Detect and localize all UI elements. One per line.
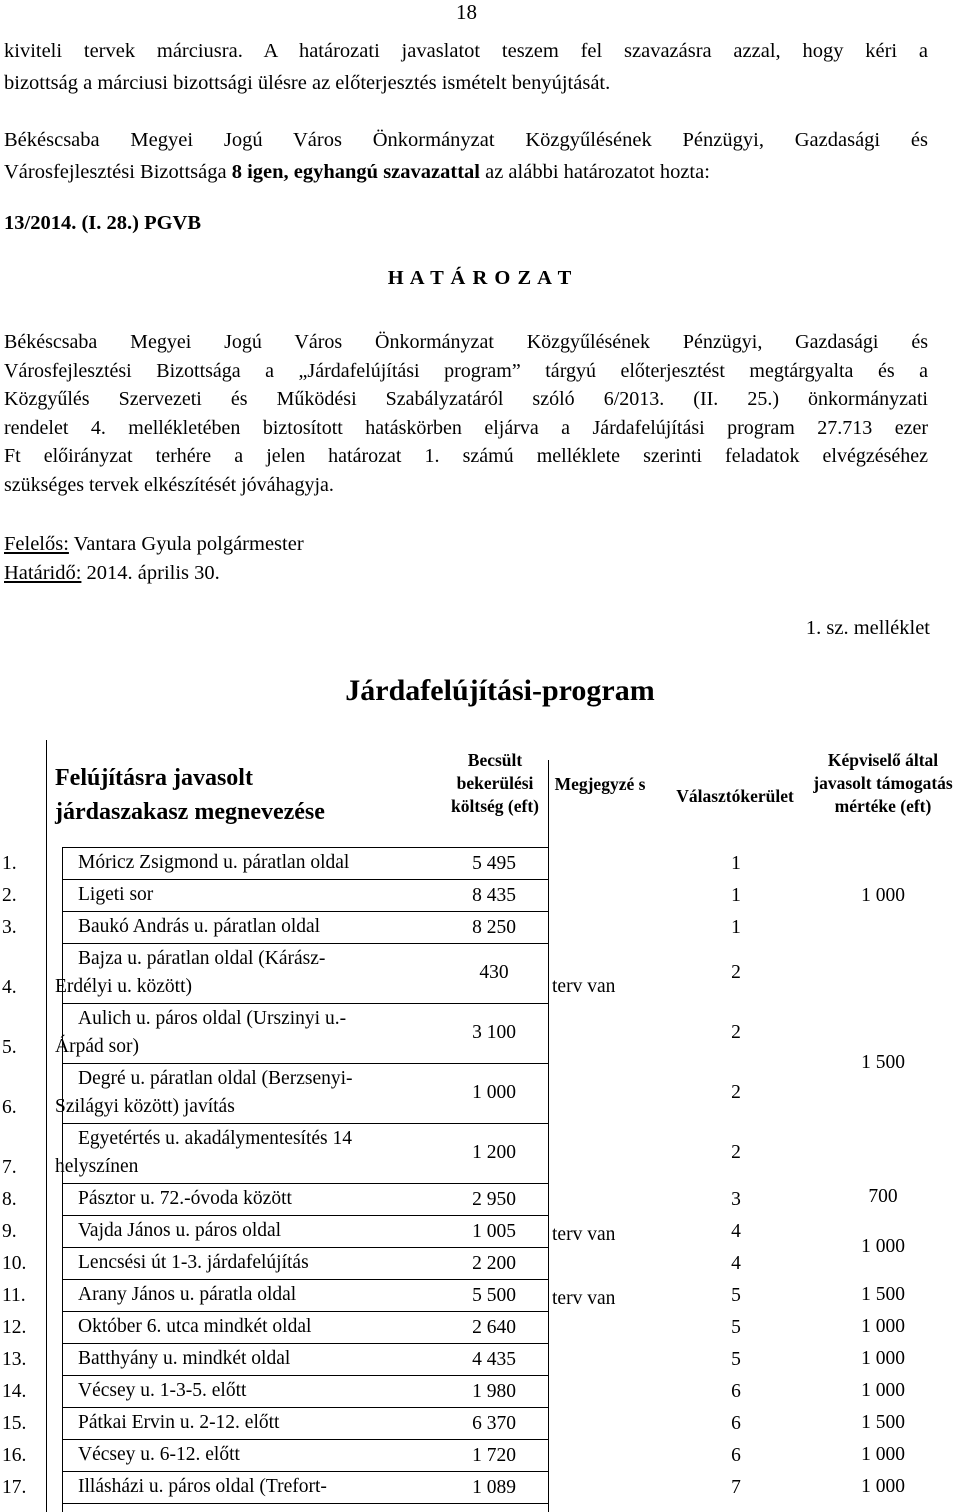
row-support: 1 000 — [861, 885, 905, 906]
resolution-body — [4, 328, 928, 499]
row-divider — [62, 1375, 548, 1376]
col-divider — [548, 760, 549, 1512]
row-number: 4. — [2, 977, 17, 998]
row-name: Baukó András u. páratlan oldal — [78, 916, 321, 937]
row-number: 3. — [2, 917, 17, 938]
row-name: Vajda János u. páros oldal — [78, 1220, 282, 1241]
row-cost: 5 495 — [472, 853, 516, 874]
row-cost: 8 435 — [472, 885, 516, 906]
row-cost: 5 500 — [472, 1285, 516, 1306]
row-district: 6 — [731, 1381, 741, 1402]
row-district: 7 — [731, 1477, 741, 1498]
vote-result: 8 igen, egyhangú szavazattal — [231, 161, 480, 183]
intro-line-2: bizottság a márciusi bizottsági ülésre az előterjesztés ismételt benyújtását. — [4, 72, 611, 94]
row-divider — [62, 1279, 548, 1280]
row-district: 2 — [731, 1142, 741, 1163]
row-support: 1 000 — [861, 1348, 905, 1369]
row-cost: 3 100 — [472, 1022, 516, 1043]
row-divider — [62, 1247, 548, 1248]
body-line: Ft előirányzat terhére a jelen határozat 1. számú melléklete szerinti feladatok elvégzéséhez — [4, 445, 928, 467]
row-support: 1 000 — [861, 1316, 905, 1337]
row-name: Pátkai Ervin u. 2-12. előtt — [78, 1412, 280, 1433]
row-name: Bajza u. páratlan oldal (Kárász- — [78, 948, 326, 969]
row-district: 5 — [731, 1349, 741, 1370]
row-cost: 430 — [479, 962, 509, 983]
row-divider — [62, 1311, 548, 1312]
header-cost: Becsült bekerülési költség (eft) — [451, 750, 539, 816]
row-district: 4 — [731, 1221, 741, 1242]
row-divider — [62, 943, 548, 944]
row-cost: 1 720 — [472, 1445, 516, 1466]
row-name: Batthyány u. mindkét oldal — [78, 1348, 291, 1369]
row-name: Ligeti sor — [78, 884, 154, 905]
resolution-id: 13/2014. (I. 28.) PGVB — [4, 212, 202, 234]
row-support: 700 — [868, 1186, 898, 1207]
row-note: terv van — [552, 1288, 616, 1309]
row-name: Vécsey u. 1-3-5. előtt — [78, 1380, 247, 1401]
row-district: 2 — [731, 1022, 741, 1043]
row-cost: 1 200 — [472, 1142, 516, 1163]
deadline-line: Határidő: 2014. április 30. — [4, 562, 220, 584]
row-name-cont: Árpád sor) — [55, 1036, 139, 1057]
row-support: 1 500 — [861, 1412, 905, 1433]
row-cost: 2 640 — [472, 1317, 516, 1338]
row-number: 10. — [2, 1253, 27, 1274]
row-note: terv van — [552, 976, 616, 997]
row-support: 1 000 — [861, 1380, 905, 1401]
row-name: Arany János u. páratla oldal — [78, 1284, 297, 1305]
row-district: 2 — [731, 962, 741, 983]
row-district: 1 — [731, 917, 741, 938]
header-note: Megjegyzé s — [554, 774, 646, 794]
row-district: 4 — [731, 1253, 741, 1274]
row-number: 5. — [2, 1037, 17, 1058]
row-cost: 4 435 — [472, 1349, 516, 1370]
row-support: 1 500 — [861, 1052, 905, 1073]
row-divider — [62, 1183, 548, 1184]
row-number: 2. — [2, 885, 17, 906]
row-cost: 1 980 — [472, 1381, 516, 1402]
col-divider — [62, 848, 63, 1512]
row-district: 1 — [731, 885, 741, 906]
row-divider — [62, 1343, 548, 1344]
row-name: Vécsey u. 6-12. előtt — [78, 1444, 240, 1465]
row-name: Aulich u. páros oldal (Urszinyi u.- — [78, 1008, 347, 1029]
body-line: Városfejlesztési Bizottsága a „Járdafelújítási program” tárgyú előterjesztést megtárgyalta és a — [4, 359, 928, 382]
responsible-line: Felelős: Vantara Gyula polgármester — [4, 533, 304, 555]
row-divider — [62, 911, 548, 912]
row-cost: 1 005 — [472, 1221, 516, 1242]
row-note: terv van — [552, 1224, 616, 1245]
row-name: Illásházi u. páros oldal (Trefort- — [78, 1476, 327, 1497]
row-district: 5 — [731, 1285, 741, 1306]
row-district: 6 — [731, 1413, 741, 1434]
row-number: 14. — [2, 1381, 27, 1402]
row-district: 3 — [731, 1189, 741, 1210]
row-name: Egyetértés u. akadálymentesítés 14 — [78, 1128, 352, 1149]
row-number: 6. — [2, 1097, 17, 1118]
row-number: 17. — [2, 1477, 27, 1498]
row-cost: 6 370 — [472, 1413, 516, 1434]
row-number: 11. — [2, 1285, 26, 1306]
row-cost: 1 089 — [472, 1477, 516, 1498]
row-district: 6 — [731, 1445, 741, 1466]
row-divider — [62, 1471, 548, 1472]
table-left-border — [46, 740, 47, 1512]
row-divider — [62, 879, 548, 880]
vote-line-1: Békéscsaba Megyei Jogú Város Önkormányzat Közgyűlésének Pénzügyi, Gazdasági és — [4, 129, 928, 151]
responsible-block — [4, 530, 304, 588]
row-divider — [62, 1123, 548, 1124]
program-title: Járdafelújítási-program — [345, 674, 655, 707]
row-number: 12. — [2, 1317, 27, 1338]
row-divider — [62, 1439, 548, 1440]
row-district: 2 — [731, 1082, 741, 1103]
header-section: Felújításra javasolt járdaszakasz megnevezése — [55, 765, 325, 825]
row-support: 1 500 — [861, 1284, 905, 1305]
annex-label: 1. sz. melléklet — [805, 617, 930, 639]
row-name: Október 6. utca mindkét oldal — [78, 1316, 312, 1337]
row-number: 7. — [2, 1157, 17, 1178]
header-support: Képviselő által javasolt támogatás mértéke (eft) — [813, 750, 953, 816]
row-district: 5 — [731, 1317, 741, 1338]
row-divider — [62, 1407, 548, 1408]
row-number: 1. — [2, 853, 17, 874]
body-line: szükséges tervek elkészítését jóváhagyja. — [4, 473, 334, 496]
header-divider — [62, 847, 548, 848]
body-line: Békéscsaba Megyei Jogú Város Önkormányzat Közgyűlésének Pénzügyi, Gazdasági és — [4, 331, 928, 353]
row-name-cont: Erdélyi u. között) — [55, 976, 193, 997]
vote-paragraph — [4, 124, 928, 188]
intro-line-1: kiviteli tervek márciusra. A határozati javaslatot teszem fel szavazásra azzal, hogy kéri a — [4, 40, 928, 62]
row-cost: 2 200 — [472, 1253, 516, 1274]
row-cost: 2 950 — [472, 1189, 516, 1210]
row-cost: 1 000 — [472, 1082, 516, 1103]
row-name: Pásztor u. 72.-óvoda között — [78, 1188, 292, 1209]
row-number: 13. — [2, 1349, 27, 1370]
row-number: 16. — [2, 1445, 27, 1466]
row-support: 1 000 — [861, 1236, 905, 1257]
header-district: Választókerület — [676, 786, 794, 806]
row-divider — [62, 1003, 548, 1004]
row-number: 9. — [2, 1221, 17, 1242]
row-district: 1 — [731, 853, 741, 874]
row-divider — [62, 1215, 548, 1216]
row-name: Móricz Zsigmond u. páratlan oldal — [78, 852, 350, 873]
intro-paragraph — [4, 35, 928, 99]
vote-line-2: Városfejlesztési Bizottsága 8 igen, egyhangú szavazattal az alábbi határozatot hozta: — [4, 161, 710, 183]
body-line: Közgyűlés Szervezeti és Működési Szabályzatáról szóló 6/2013. (II. 25.) önkormányzati — [4, 388, 928, 410]
row-name-cont: helyszínen — [55, 1156, 139, 1177]
row-support: 1 000 — [861, 1444, 905, 1465]
row-cost: 8 250 — [472, 917, 516, 938]
row-name: Lencsési út 1-3. járdafelújítás — [78, 1252, 309, 1273]
row-number: 15. — [2, 1413, 27, 1434]
row-name: Degré u. páratlan oldal (Berzsenyi- — [78, 1068, 353, 1089]
resolution-title: H A T Á R O Z A T — [387, 267, 573, 289]
body-line: rendelet 4. mellékletében biztosított hatáskörben eljárva a Járdafelújítási program 27.713 ezer — [4, 416, 928, 439]
row-divider — [62, 1503, 548, 1504]
page-number: 18 — [456, 0, 477, 24]
row-name-cont: Szilágyi között) javítás — [55, 1096, 235, 1117]
row-support: 1 000 — [861, 1476, 905, 1497]
row-number: 8. — [2, 1189, 17, 1210]
row-divider — [62, 1063, 548, 1064]
